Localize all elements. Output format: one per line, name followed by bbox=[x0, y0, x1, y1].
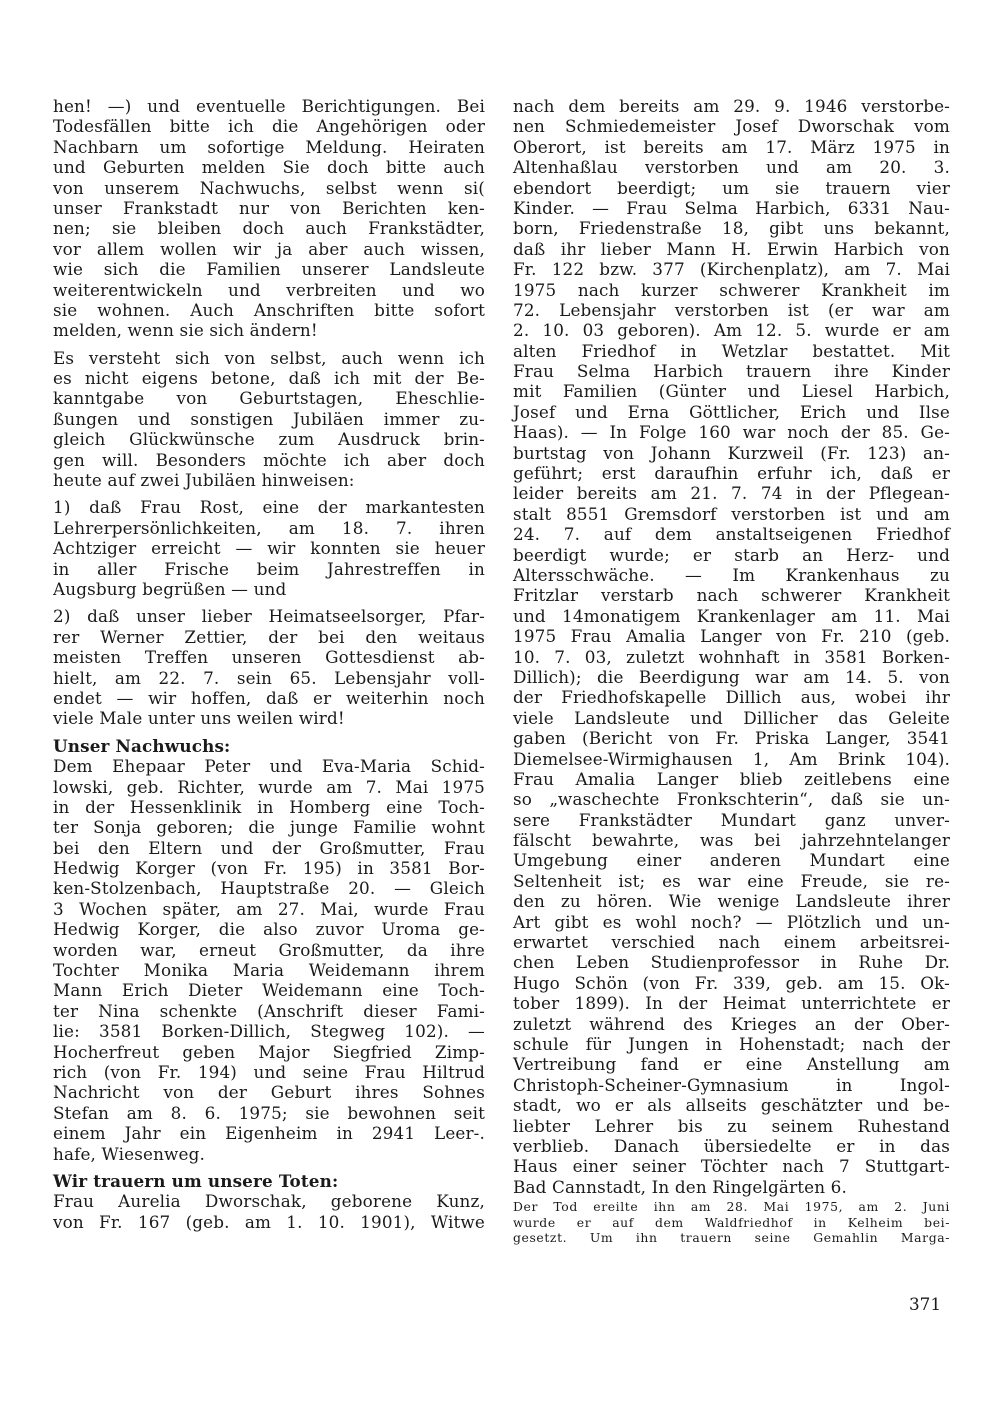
text-line: hen! —) und eventuelle Berichtigungen. Bei bbox=[53, 96, 485, 116]
text-line: ebendort beerdigt; um sie trauern vier bbox=[513, 177, 950, 198]
text-line: einem Jahr ein Eigenheim in 2941 Leer-. bbox=[53, 1123, 485, 1144]
text-line: heute auf zwei Jubiläen hinweisen: bbox=[53, 470, 355, 491]
text-line: rich (von Fr. 194) und seine Frau Hiltrud bbox=[53, 1061, 485, 1082]
text-line: worden war, erneut Großmutter, da ihre bbox=[53, 939, 485, 960]
text-line: kanntgabe von Geburtstagen, Eheschlie- bbox=[53, 388, 485, 409]
left-column bbox=[53, 96, 485, 1232]
text-line: liebter Lehrer bis zu seinem Ruhestand bbox=[513, 1115, 950, 1136]
text-line: 72. Lebensjahr verstorben ist (er war am bbox=[513, 299, 950, 320]
text-line: Haus einer seiner Töchter nach 7 Stuttgart- bbox=[513, 1156, 950, 1177]
text-line: den zu hören. Wie wenige Landsleute ihrer bbox=[513, 891, 950, 912]
text-line: Christoph-Scheiner-Gymnasium in Ingol- bbox=[513, 1074, 950, 1095]
text-line: Umgebung einer anderen Mundart eine bbox=[513, 850, 950, 871]
text-line: Vertreibung fand er eine Anstellung am bbox=[513, 1054, 950, 1075]
text-line: beerdigt wurde; er starb an Herz- und bbox=[513, 544, 950, 565]
text-line: Frau Aurelia Dworschak, geborene Kunz, bbox=[53, 1191, 485, 1212]
text-line: Stefan am 8. 6. 1975; sie bewohnen seit bbox=[53, 1102, 485, 1123]
text-line: viele Landsleute und Dillicher das Geleite bbox=[513, 707, 950, 728]
text-line: Kinder. — Frau Selma Harbich, 6331 Nau- bbox=[513, 197, 950, 218]
text-line: alten Friedhof in Wetzlar bestattet. Mit bbox=[513, 340, 950, 361]
text-line: 3 Wochen später, am 27. Mai, wurde Frau bbox=[53, 898, 485, 919]
text-line: Josef und Erna Göttlicher, Erich und Ilse bbox=[513, 401, 950, 422]
text-line: nen; sie bleiben doch auch Frankstädter, bbox=[53, 218, 485, 239]
text-line: Diemelsee-Wirmighausen 1, Am Brink 104). bbox=[513, 748, 950, 769]
text-line: Altenhaßlau verstorben und am 20. 3. bbox=[513, 157, 950, 178]
text-line: daß ihr lieber Mann H. Erwin Harbich von bbox=[513, 238, 950, 259]
text-line: nen Schmiedemeister Josef Dworschak vom bbox=[513, 116, 950, 137]
text-line: nach dem bereits am 29. 9. 1946 verstorbe- bbox=[513, 96, 950, 116]
text-line: burtstag von Johann Kurzweil (Fr. 123) an- bbox=[513, 442, 950, 463]
text-line: Fr. 122 bzw. 377 (Kirchenplatz), am 7. Mai bbox=[513, 259, 950, 280]
text-line: ken-Stolzenbach, Hauptstraße 20. — Gleich bbox=[53, 878, 485, 899]
text-line: sie wohnen. Auch Anschriften bitte sofort bbox=[53, 299, 485, 320]
text-line: 24. 7. auf dem anstaltseigenen Friedhof bbox=[513, 524, 950, 545]
text-line: so „waschechte Fronkschterin“, daß sie un- bbox=[513, 789, 950, 810]
text-line: in der Hessenklinik in Homberg eine Toch- bbox=[53, 796, 485, 817]
text-line: Dem Ehepaar Peter und Eva-Maria Schid- bbox=[53, 756, 485, 777]
text-line: mit Familien (Günter und Liesel Harbich, bbox=[513, 381, 950, 402]
text-line: schule für Jungen in Hohenstadt; nach der bbox=[513, 1033, 950, 1054]
text-line: Fritzlar verstarb nach schwerer Krankheit bbox=[513, 585, 950, 606]
text-line: Dillich); die Beerdigung war am 14. 5. von bbox=[513, 666, 950, 687]
text-line: 1) daß Frau Rost, eine der markantesten bbox=[53, 497, 485, 518]
text-line: 10. 7. 03, zuletzt wohnhaft in 3581 Borken- bbox=[513, 646, 950, 667]
text-line: lowski, geb. Richter, wurde am 7. Mai 1975 bbox=[53, 776, 485, 797]
text-line: Hedwig Korger, die also zuvor Uroma ge- bbox=[53, 919, 485, 940]
text-line: Nachbarn um sofortige Meldung. Heiraten bbox=[53, 136, 485, 157]
text-line: verblieb. Danach übersiedelte er in das bbox=[513, 1135, 950, 1156]
text-line: unser Frankstadt nur von Berichten ken- bbox=[53, 197, 485, 218]
text-line: wie sich die Familien unserer Landsleute bbox=[53, 259, 485, 280]
text-line: und 14monatigem Krankenlager am 11. Mai bbox=[513, 605, 950, 626]
text-line: bei den Eltern und der Großmutter, Frau bbox=[53, 837, 485, 858]
text-line: gaben (Bericht von Fr. Priska Langer, 3541 bbox=[513, 728, 950, 749]
text-line: Der Tod ereilte ihn am 28. Mai 1975, am 2. Juni bbox=[513, 1199, 950, 1215]
text-line: ter Sonja geboren; die junge Familie wohnt bbox=[53, 817, 485, 838]
page-number: 371 bbox=[909, 1294, 942, 1314]
text-line: stalt 8551 Gremsdorf verstorben ist und am bbox=[513, 503, 950, 524]
text-line: wurde er auf dem Waldfriedhof in Kelheim bei- bbox=[513, 1214, 950, 1230]
text-line: Art gibt es wohl noch? — Plötzlich und un- bbox=[513, 911, 950, 932]
text-line: vor allem wollen wir ja aber auch wissen, bbox=[53, 238, 485, 259]
text-line: Bad Cannstadt, In den Ringelgärten 6. bbox=[513, 1176, 847, 1197]
text-line: melden, wenn sie sich ändern! bbox=[53, 320, 318, 341]
text-line: Tochter Monika Maria Weidemann ihrem bbox=[53, 960, 485, 981]
right-column bbox=[513, 96, 950, 1246]
text-line: Altersschwäche. — Im Krankenhaus zu bbox=[513, 564, 950, 585]
text-line: leider bereits am 21. 7. 74 in der Pflegean- bbox=[513, 483, 950, 504]
text-line: Haas). — In Folge 160 war noch der 85. Ge- bbox=[513, 422, 950, 443]
text-line: ter Nina schenkte (Anschrift dieser Fami- bbox=[53, 1000, 485, 1021]
text-line: Nachricht von der Geburt ihres Sohnes bbox=[53, 1082, 485, 1103]
text-line: Achtziger erreicht — wir konnten sie heuer bbox=[53, 538, 485, 559]
text-line: erwartet verschied nach einem arbeitsrei- bbox=[513, 932, 950, 953]
text-line: Lehrerpersönlichkeiten, am 18. 7. ihren bbox=[53, 517, 485, 538]
text-line: hafe, Wiesenweg. bbox=[53, 1143, 205, 1164]
text-line: tober 1899). In der Heimat unterrichtete er bbox=[513, 993, 950, 1014]
text-line: 1975 nach kurzer schwerer Krankheit im bbox=[513, 279, 950, 300]
text-line: sere Frankstädter Mundart ganz unver- bbox=[513, 809, 950, 830]
section-heading: Wir trauern um unsere Toten: bbox=[53, 1170, 339, 1191]
text-line: hielt, am 22. 7. sein 65. Lebensjahr voll- bbox=[53, 667, 485, 688]
text-line: endet — wir hoffen, daß er weiterhin noch bbox=[53, 687, 485, 708]
text-line: Hocherfreut geben Major Siegfried Zimp- bbox=[53, 1041, 485, 1062]
text-line: lie: 3581 Borken-Dillich, Stegweg 102). — bbox=[53, 1021, 485, 1042]
text-line: Oberort, ist bereits am 17. März 1975 in bbox=[513, 136, 950, 157]
text-line: es nicht eigens betone, daß ich mit der Be- bbox=[53, 368, 485, 389]
text-line: viele Male unter uns weilen wird! bbox=[53, 708, 345, 729]
text-line: Seltenheit ist; es war eine Freude, sie re- bbox=[513, 870, 950, 891]
text-line: stadt, wo er als allseits geschätzter und be- bbox=[513, 1095, 950, 1116]
text-line: zuletzt während des Krieges an der Ober- bbox=[513, 1013, 950, 1034]
text-line: der Friedhofskapelle Dillich aus, wobei ihr bbox=[513, 687, 950, 708]
text-line: meisten Treffen unseren Gottesdienst ab- bbox=[53, 647, 485, 668]
text-line: geführt; erst daraufhin erfuhr ich, daß er bbox=[513, 463, 950, 484]
text-line: weiterentwickeln und verbreiten und wo bbox=[53, 279, 485, 300]
text-line: 1975 Frau Amalia Langer von Fr. 210 (geb. bbox=[513, 626, 950, 647]
text-line: chen Leben Studienprofessor in Ruhe Dr. bbox=[513, 952, 950, 973]
text-line: rer Werner Zettier, der bei den weitaus bbox=[53, 626, 485, 647]
text-line: born, Friedenstraße 18, gibt uns bekannt, bbox=[513, 218, 950, 239]
section-heading: Unser Nachwuchs: bbox=[53, 735, 231, 756]
text-line: Augsburg begrüßen — und bbox=[53, 578, 287, 599]
text-line: von unserem Nachwuchs, selbst wenn si( bbox=[53, 177, 485, 198]
text-line: Hedwig Korger (von Fr. 195) in 3581 Bor- bbox=[53, 858, 485, 879]
text-line: gleich Glückwünsche zum Ausdruck brin- bbox=[53, 429, 485, 450]
text-line: ßungen und sonstigen Jubiläen immer zu- bbox=[53, 408, 485, 429]
text-line: Frau Amalia Langer blieb zeitlebens eine bbox=[513, 768, 950, 789]
text-line: Mann Erich Dieter Weidemann eine Toch- bbox=[53, 980, 485, 1001]
text-line: Frau Selma Harbich trauern ihre Kinder bbox=[513, 361, 950, 382]
text-line: und Geburten melden Sie doch bitte auch bbox=[53, 157, 485, 178]
text-line: fälscht bewahrte, was bei jahrzehntelanger bbox=[513, 830, 950, 851]
text-line: in aller Frische beim Jahrestreffen in bbox=[53, 558, 485, 579]
text-line: von Fr. 167 (geb. am 1. 10. 1901), Witwe bbox=[53, 1211, 485, 1232]
text-line: Es versteht sich von selbst, auch wenn ich bbox=[53, 347, 485, 368]
text-line: gesetzt. Um ihn trauern seine Gemahlin Marga- bbox=[513, 1230, 950, 1246]
text-line: Hugo Schön (von Fr. 339, geb. am 15. Ok- bbox=[513, 972, 950, 993]
text-line: gen will. Besonders möchte ich aber doch bbox=[53, 449, 485, 470]
text-line: 2. 10. 03 geboren). Am 12. 5. wurde er am bbox=[513, 320, 950, 341]
text-line: Todesfällen bitte ich die Angehörigen oder bbox=[53, 116, 485, 137]
text-line: 2) daß unser lieber Heimatseelsorger, Pfar- bbox=[53, 606, 485, 627]
